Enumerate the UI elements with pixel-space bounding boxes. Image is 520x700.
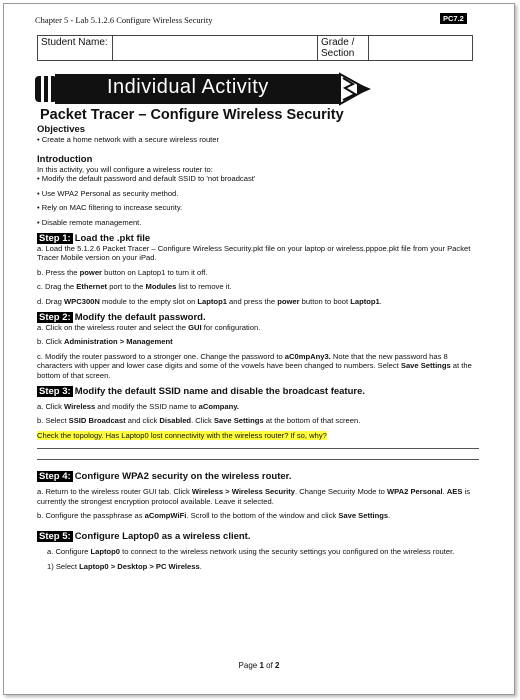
step-3-b: b. Select SSID Broadcast and click Disabled. Click Save Settings at the bottom of that screen. (37, 416, 361, 426)
grade-section-label: Grade / Section (318, 36, 369, 61)
step-title: Configure Laptop0 as a wireless client. (74, 531, 251, 543)
objective-item: • Create a home network with a secure wireless router (37, 135, 220, 144)
step-title: Load the .pkt file (74, 232, 151, 244)
step-3-question (37, 431, 479, 441)
total-pages: 2 (275, 661, 280, 670)
document-title: Packet Tracer – Configure Wireless Security (40, 107, 344, 123)
intro-text: In this activity, you will configure a wireless router to: (37, 164, 213, 174)
step-badge: Step 3: (39, 385, 71, 397)
student-name-field[interactable] (113, 36, 318, 61)
step-5-sub: 1) Select Laptop0 > Desktop > PC Wireless. (47, 561, 202, 571)
intro-item: • Use WPA2 Personal as security method. (37, 188, 179, 198)
student-name-label: Student Name: (38, 36, 113, 61)
step-title: Modify the default password. (74, 311, 206, 323)
step-title: Configure WPA2 security on the wireless router. (74, 471, 292, 483)
student-info-table (37, 35, 473, 61)
intro-item: • Rely on MAC filtering to increase security. (37, 203, 183, 213)
answer-line[interactable] (37, 448, 479, 449)
step-title: Modify the default SSID name and disable the broadcast feature. (74, 385, 366, 397)
step-badge: Step 4: (39, 471, 71, 483)
step-2-b: b. Click Administration > Management (37, 337, 173, 347)
step-1-d: d. Drag WPC300N module to the empty slot on Laptop1 and press the power button to boot Laptop1. (37, 296, 382, 306)
step-4-heading (37, 471, 479, 482)
current-page: 1 (259, 661, 264, 670)
introduction-heading: Introduction (37, 153, 93, 165)
objectives-heading: Objectives (37, 124, 86, 135)
step-5-heading (37, 531, 479, 542)
document-body (37, 107, 479, 571)
step-4-a: a. Return to the wireless router GUI tab. Click Wireless > Wireless Security. Change Security Mode to WPA2 Personal. AES is currently the strongest encryption protocol available. Leave it selected. (37, 487, 471, 506)
step-1-heading (37, 233, 479, 244)
intro-item: • Modify the default password and default SSID to 'not broadcast' (37, 174, 256, 184)
chapter-header: Chapter 5 - Lab 5.1.2.6 Configure Wireless Security (35, 15, 213, 25)
banner-title: Individual Activity (107, 76, 269, 98)
step-3-heading (37, 386, 479, 397)
highlighted-question: Check the topology. Has Laptop0 lost connectivity with the wireless router? If so, why? (37, 430, 327, 440)
document-page (3, 3, 515, 695)
intro-item: • Disable remote management. (37, 217, 142, 227)
step-badge: Step 1: (39, 232, 71, 244)
answer-line[interactable] (37, 459, 479, 460)
step-badge: Step 2: (39, 311, 71, 323)
step-1-c: c. Drag the Ethernet port to the Modules list to remove it. (37, 282, 232, 292)
step-2-c: c. Modify the router password to a stronger one. Change the password to aC0mpAny3. Note that the new password has 8 characters with upper and lower case digits and some of the vowels have been changed to numbers. Select Save Settings at the bottom of that screen. (37, 351, 472, 380)
step-4-b: b. Configure the passphrase as aCompWiFi. Scroll to the bottom of the window and click Save Settings. (37, 511, 391, 521)
step-3-a: a. Click Wireless and modify the SSID name to aCompany. (37, 401, 239, 411)
step-2-a: a. Click on the wireless router and select the GUI for configuration. (37, 322, 261, 332)
step-badge: Step 5: (39, 531, 71, 543)
version-badge: PC7.2 (440, 13, 467, 24)
step-2-heading (37, 312, 479, 323)
grade-section-field[interactable] (369, 36, 473, 61)
page-footer: Page 1 of 2 (238, 661, 280, 670)
step-1-a: a. Load the 5.1.2.6 Packet Tracer – Configure Wireless Security.pkt file on your laptop or wireless.pppoe.pkt file from your Packet Tracer Mobile version on your iPad. (37, 243, 471, 263)
step-1-b: b. Press the power button on Laptop1 to turn it off. (37, 267, 208, 277)
step-5-a: a. Configure Laptop0 to connect to the wireless network using the security settings you configured on the wireless router. (47, 547, 455, 557)
